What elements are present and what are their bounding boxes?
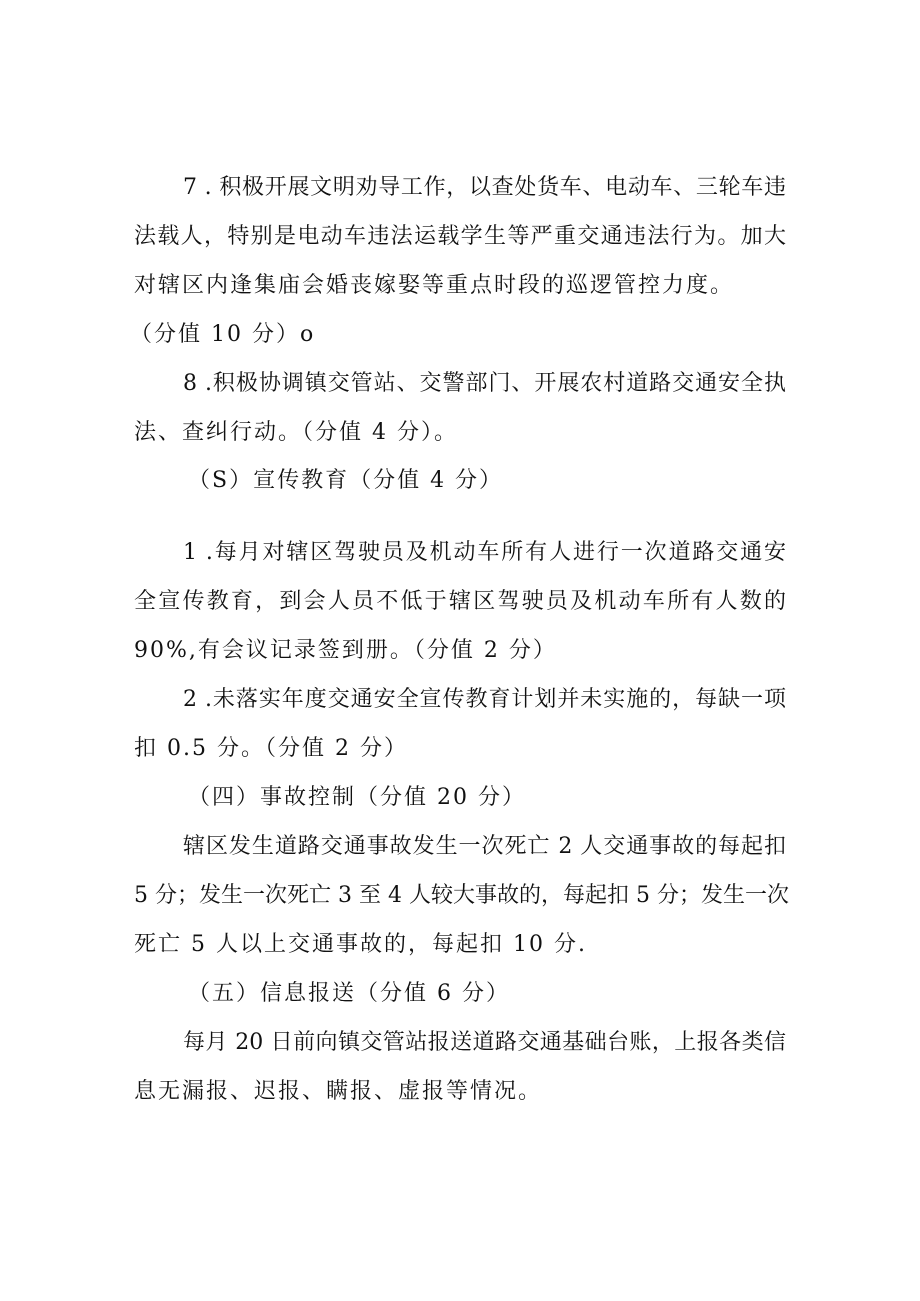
- section-publicity-heading: （S）宣传教育（分值 4 分）: [188, 468, 504, 493]
- publicity-item-2-line-2: 扣 0.5 分。（分值 2 分）: [134, 736, 408, 761]
- item-7-line-2: 法载人，特别是电动车违法运载学生等严重交通违法行为。加大: [134, 224, 786, 249]
- accident-line-3: 死亡 5 人以上交通事故的，每起扣 10 分.: [134, 932, 587, 957]
- accident-line-1: 辖区发生道路交通事故发生一次死亡 2 人交通事故的每起扣: [183, 834, 786, 859]
- item-7-line-3: 对辖区内逢集庙会婚丧嫁娶等重点时段的巡逻管控力度。: [134, 273, 735, 298]
- item-7-line-1: 7 . 积极开展文明劝导工作，以查处货车、电动车、三轮车违: [183, 175, 786, 200]
- item-7-score: （分值 10 分）o: [130, 322, 316, 347]
- section-accident-heading: （四）事故控制（分值 20 分）: [188, 785, 526, 810]
- info-line-1: 每月 20 日前向镇交管站报送道路交通基础台账，上报各类信: [183, 1030, 786, 1055]
- accident-line-2: 5 分；发生一次死亡 3 至 4 人较大事故的，每起扣 5 分；发生一次: [134, 883, 789, 908]
- info-line-2: 息无漏报、迟报、瞒报、虚报等情况。: [134, 1079, 543, 1104]
- publicity-item-1-line-2: 全宣传教育，到会人员不低于辖区驾驶员及机动车所有人数的: [134, 589, 786, 614]
- section-info-heading: （五）信息报送（分值 6 分）: [188, 981, 510, 1006]
- item-8-line-1: 8 .积极协调镇交管站、交警部门、开展农村道路交通安全执: [183, 371, 786, 396]
- publicity-item-1-line-1: 1 .每月对辖区驾驶员及机动车所有人进行一次道路交通安: [183, 540, 786, 565]
- publicity-item-1-line-3: 90%,有会议记录签到册。（分值 2 分）: [134, 638, 557, 663]
- publicity-item-2-line-1: 2 .未落实年度交通安全宣传教育计划并未实施的，每缺一项: [183, 687, 786, 712]
- item-8-line-2: 法、查纠行动。（分值 4 分）。: [134, 420, 458, 445]
